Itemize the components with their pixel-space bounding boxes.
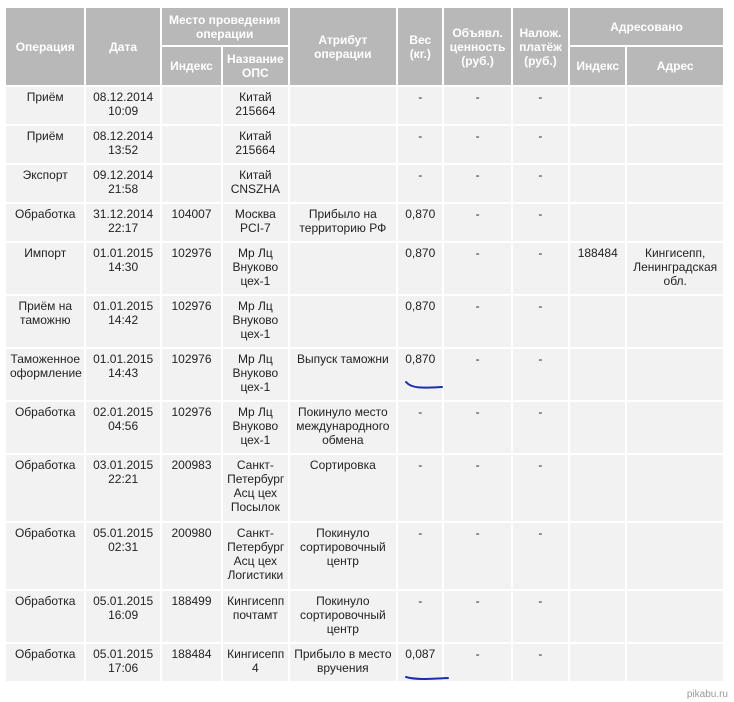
cell-cod: - [513, 243, 568, 294]
cell-date: 08.12.2014 10:09 [86, 87, 159, 124]
cell-ops: Кингисепп 4 [223, 644, 287, 681]
cell-addr-address: Кингисепп, Ленинградская обл. [627, 243, 723, 294]
cell-operation: Таможенное оформление [6, 349, 84, 400]
cell-ops: Москва PCI-7 [223, 204, 287, 241]
cell-date: 05.01.2015 16:09 [86, 591, 159, 642]
cell-weight: 0,087 [398, 644, 442, 681]
cell-date: 01.01.2015 14:42 [86, 296, 159, 347]
cell-operation: Обработка [6, 644, 84, 681]
cell-operation: Экспорт [6, 165, 84, 202]
cell-date: 05.01.2015 02:31 [86, 523, 159, 589]
table-row [6, 243, 723, 294]
cell-weight: - [398, 126, 442, 163]
cell-index [162, 165, 221, 202]
cell-cod: - [513, 644, 568, 681]
header-addr-address: Адрес [627, 47, 723, 85]
cell-operation: Обработка [6, 402, 84, 453]
cell-cod: - [513, 402, 568, 453]
header-declared-value: Объявл. ценность (руб.) [444, 8, 510, 85]
header-addr-index: Индекс [570, 47, 625, 85]
tracking-rows [6, 87, 723, 681]
table-row [6, 165, 723, 202]
cell-addr-address [627, 87, 723, 124]
cell-ops: Мр Лц Внуково цех-1 [223, 349, 287, 400]
cell-attribute [290, 87, 397, 124]
tracking-table [4, 6, 725, 683]
table-row [6, 126, 723, 163]
header-weight: Вес (кг.) [398, 8, 442, 85]
cell-declared: - [444, 644, 510, 681]
cell-addr-address [627, 165, 723, 202]
table-row [6, 87, 723, 124]
cell-attribute: Выпуск таможни [290, 349, 397, 400]
cell-date: 09.12.2014 21:58 [86, 165, 159, 202]
cell-operation: Обработка [6, 204, 84, 241]
cell-operation: Приём [6, 126, 84, 163]
header-operation: Операция [6, 8, 84, 85]
cell-declared: - [444, 523, 510, 589]
cell-declared: - [444, 349, 510, 400]
cell-addr-index [570, 455, 625, 521]
cell-operation: Приём на таможню [6, 296, 84, 347]
cell-index: 200980 [162, 523, 221, 589]
cell-addr-index [570, 126, 625, 163]
table-row [6, 591, 723, 642]
cell-declared: - [444, 591, 510, 642]
table-row [6, 523, 723, 589]
cell-weight: - [398, 523, 442, 589]
cell-date: 05.01.2015 17:06 [86, 644, 159, 681]
cell-addr-index [570, 523, 625, 589]
header-cod: Налож. платёж (руб.) [513, 8, 568, 85]
cell-cod: - [513, 165, 568, 202]
cell-date: 01.01.2015 14:43 [86, 349, 159, 400]
cell-attribute [290, 165, 397, 202]
table-row [6, 402, 723, 453]
cell-ops: Мр Лц Внуково цех-1 [223, 243, 287, 294]
cell-index: 200983 [162, 455, 221, 521]
cell-attribute: Сортировка [290, 455, 397, 521]
cell-cod: - [513, 349, 568, 400]
watermark: pikabu.ru [686, 689, 728, 700]
cell-declared: - [444, 165, 510, 202]
cell-addr-index [570, 165, 625, 202]
cell-addr-address [627, 644, 723, 681]
cell-declared: - [444, 204, 510, 241]
header-place-index: Индекс [162, 47, 221, 85]
cell-addr-index [570, 296, 625, 347]
cell-addr-index [570, 204, 625, 241]
cell-weight: 0,870 [398, 349, 442, 400]
cell-attribute [290, 296, 397, 347]
cell-date: 31.12.2014 22:17 [86, 204, 159, 241]
cell-ops: Китай 215664 [223, 87, 287, 124]
cell-weight: 0,870 [398, 296, 442, 347]
cell-addr-address [627, 126, 723, 163]
cell-declared: - [444, 87, 510, 124]
cell-index: 188499 [162, 591, 221, 642]
cell-operation: Импорт [6, 243, 84, 294]
cell-weight: - [398, 591, 442, 642]
cell-addr-address [627, 296, 723, 347]
table-row [6, 296, 723, 347]
cell-index [162, 87, 221, 124]
cell-attribute: Покинуло место международного обмена [290, 402, 397, 453]
cell-operation: Приём [6, 87, 84, 124]
header-place-name: Название ОПС [223, 47, 287, 85]
cell-weight: 0,870 [398, 204, 442, 241]
cell-weight: - [398, 402, 442, 453]
cell-operation: Обработка [6, 591, 84, 642]
header-date: Дата [86, 8, 159, 85]
cell-cod: - [513, 591, 568, 642]
cell-ops: Китай 215664 [223, 126, 287, 163]
cell-addr-address [627, 204, 723, 241]
cell-attribute [290, 126, 397, 163]
cell-index: 104007 [162, 204, 221, 241]
cell-addr-address [627, 523, 723, 589]
cell-declared: - [444, 296, 510, 347]
cell-addr-index [570, 349, 625, 400]
cell-weight: - [398, 87, 442, 124]
cell-date: 01.01.2015 14:30 [86, 243, 159, 294]
cell-cod: - [513, 523, 568, 589]
table-row [6, 204, 723, 241]
cell-ops: Мр Лц Внуково цех-1 [223, 402, 287, 453]
cell-date: 08.12.2014 13:52 [86, 126, 159, 163]
cell-attribute: Прибыло в место вручения [290, 644, 397, 681]
cell-ops: Санкт-Петербург Асц цех Логистики [223, 523, 287, 589]
cell-cod: - [513, 204, 568, 241]
cell-operation: Обработка [6, 523, 84, 589]
cell-date: 03.01.2015 22:21 [86, 455, 159, 521]
cell-index-link[interactable]: 188484 [162, 644, 221, 681]
cell-addr-address [627, 349, 723, 400]
cell-ops: Санкт-Петербург Асц цех Посылок [223, 455, 287, 521]
table-row [6, 455, 723, 521]
cell-declared: - [444, 402, 510, 453]
header-addressed: Адресовано [570, 8, 723, 45]
table-row [6, 644, 723, 681]
cell-attribute: Покинуло сортировочный центр [290, 591, 397, 642]
cell-date: 02.01.2015 04:56 [86, 402, 159, 453]
cell-index: 102976 [162, 243, 221, 294]
cell-declared: - [444, 126, 510, 163]
cell-addr-index [570, 591, 625, 642]
cell-ops: Кингисепп почтамт [223, 591, 287, 642]
cell-index: 102976 [162, 402, 221, 453]
header-place: Место проведения операции [162, 8, 288, 45]
header-attribute: Атрибут операции [290, 8, 397, 85]
cell-weight: 0,870 [398, 243, 442, 294]
cell-declared: - [444, 455, 510, 521]
cell-declared: - [444, 243, 510, 294]
cell-addr-address [627, 591, 723, 642]
cell-addr-index [570, 87, 625, 124]
cell-addr-index: 188484 [570, 243, 625, 294]
cell-index: 102976 [162, 296, 221, 347]
cell-addr-address [627, 455, 723, 521]
cell-attribute: Прибыло на территорию РФ [290, 204, 397, 241]
cell-attribute: Покинуло сортировочный центр [290, 523, 397, 589]
cell-cod: - [513, 296, 568, 347]
cell-attribute [290, 243, 397, 294]
cell-addr-address [627, 402, 723, 453]
cell-index [162, 126, 221, 163]
cell-ops: Китай CNSZHA [223, 165, 287, 202]
cell-addr-index [570, 644, 625, 681]
cell-weight: - [398, 455, 442, 521]
cell-cod: - [513, 455, 568, 521]
cell-weight: - [398, 165, 442, 202]
cell-addr-index [570, 402, 625, 453]
cell-cod: - [513, 126, 568, 163]
cell-operation: Обработка [6, 455, 84, 521]
table-row [6, 349, 723, 400]
cell-cod: - [513, 87, 568, 124]
cell-index: 102976 [162, 349, 221, 400]
cell-ops: Мр Лц Внуково цех-1 [223, 296, 287, 347]
